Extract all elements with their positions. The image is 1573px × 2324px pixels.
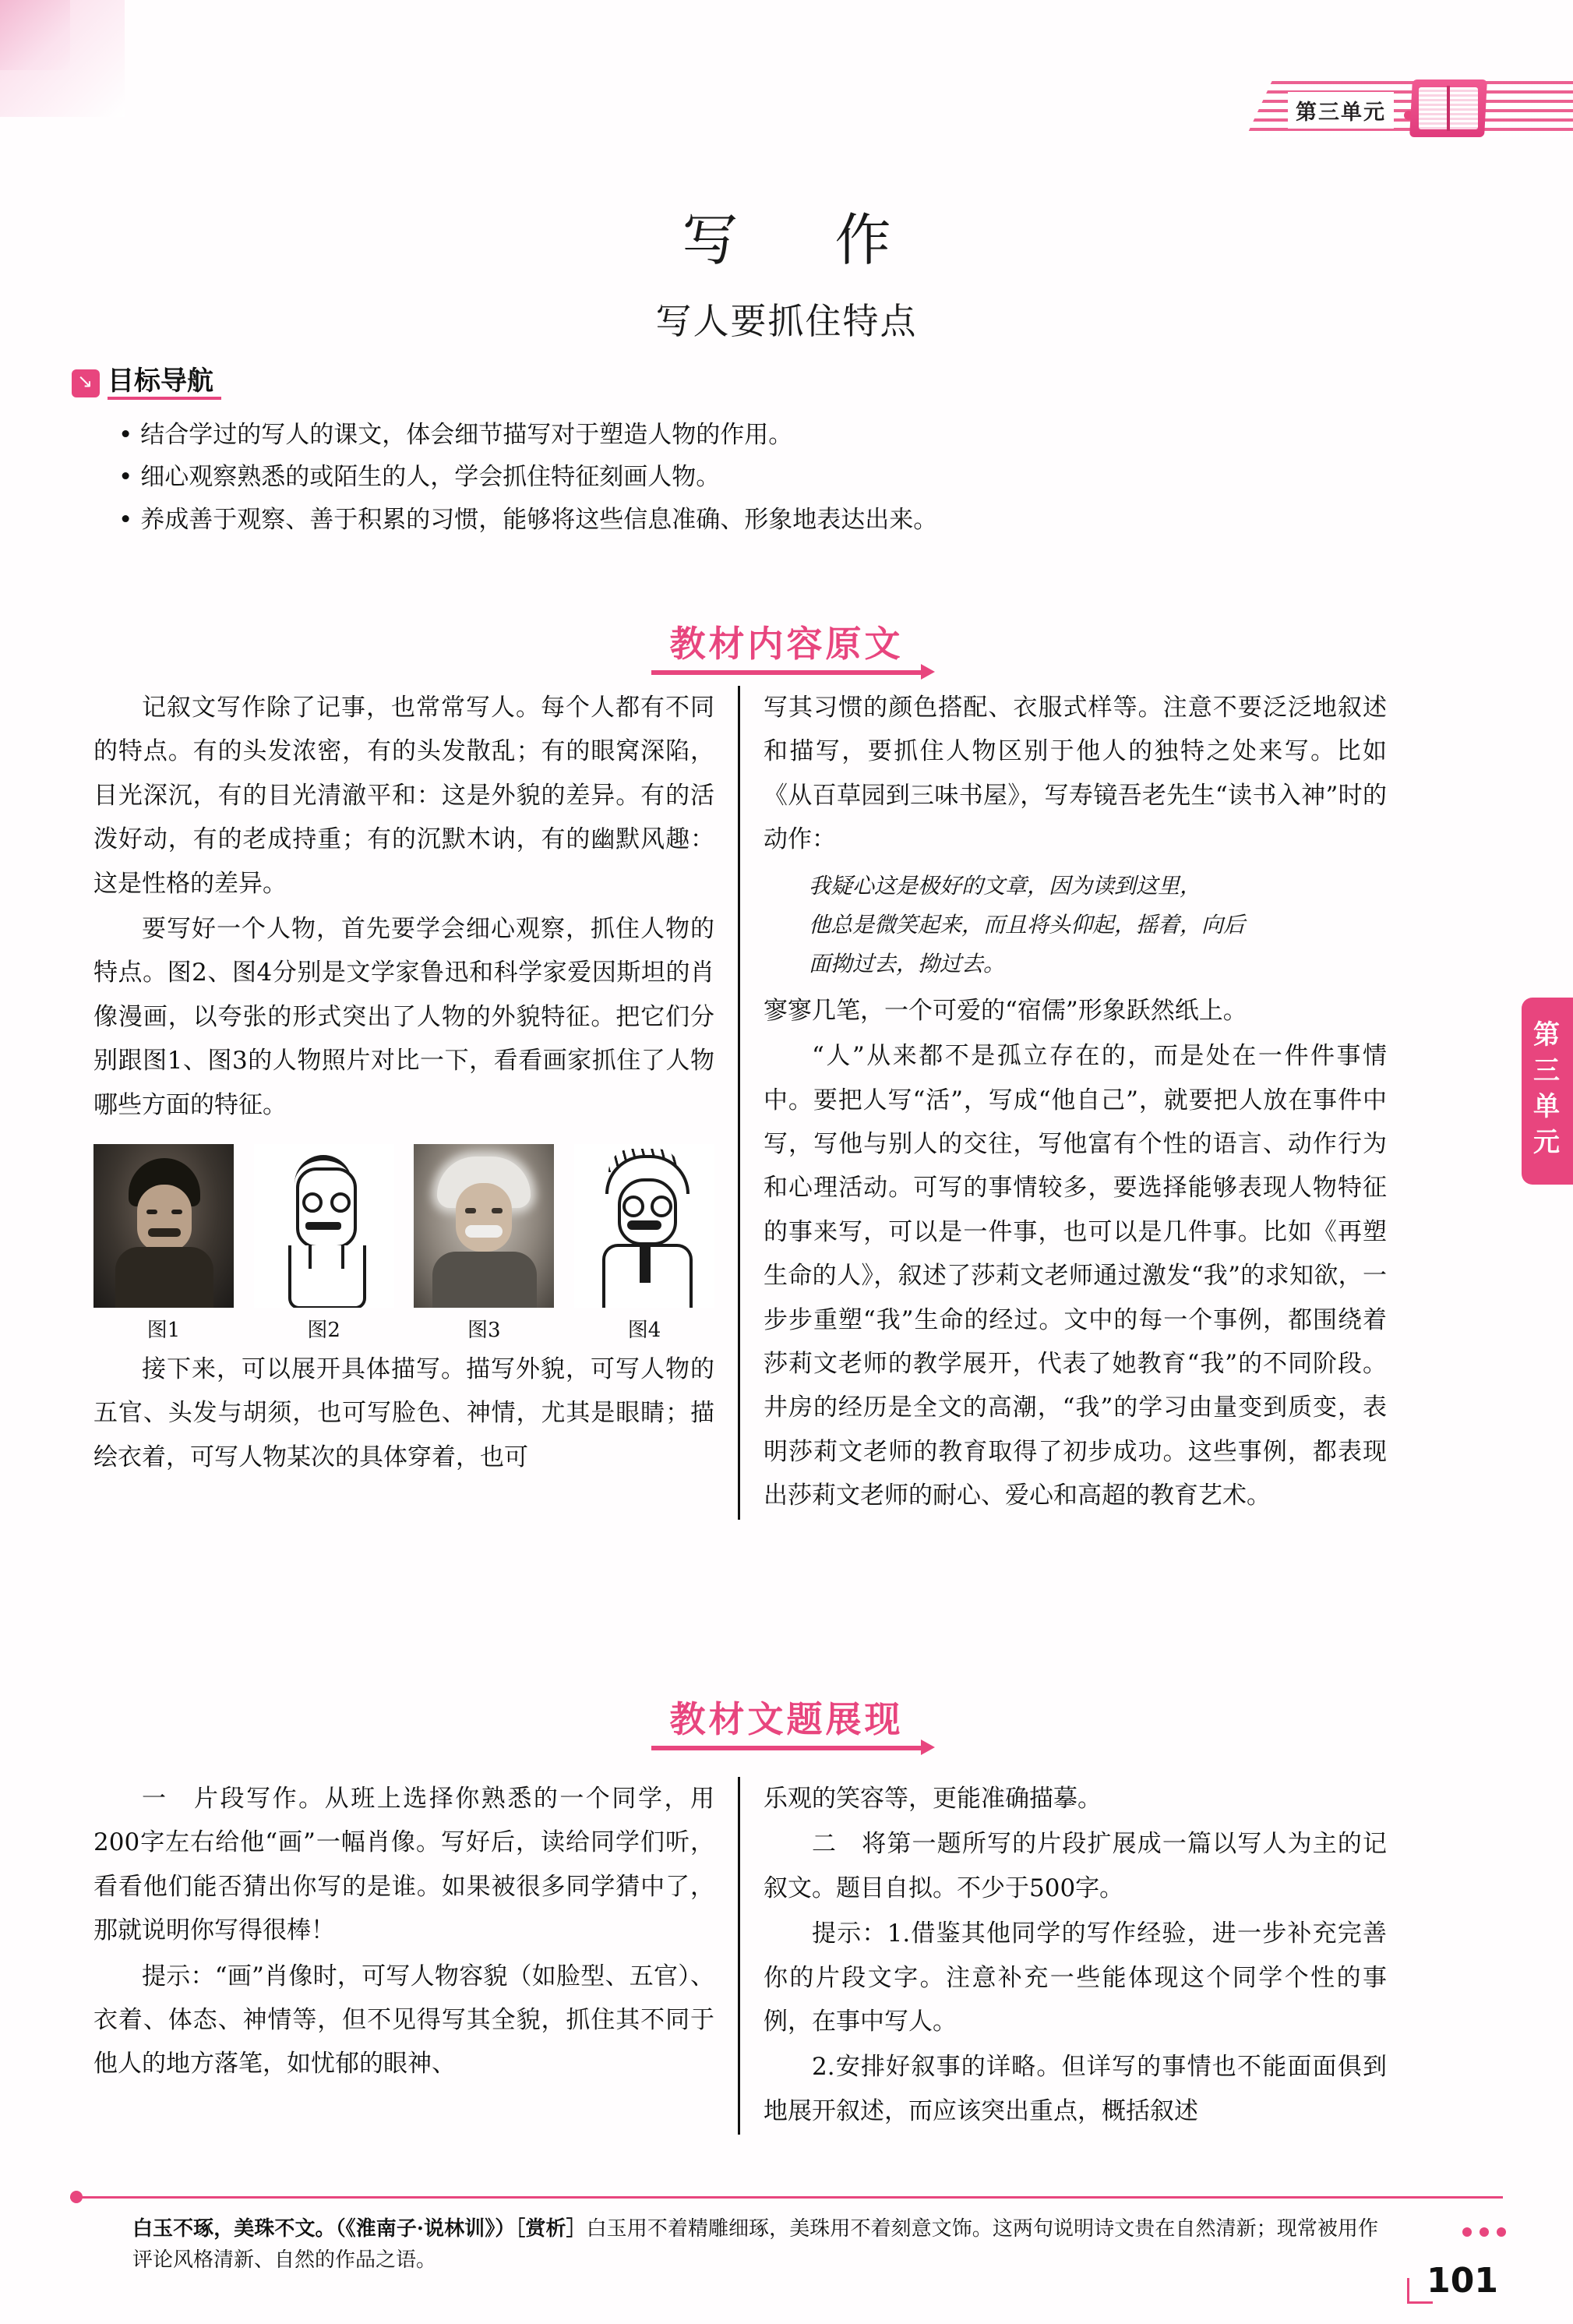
paragraph: 接下来，可以展开具体描写。描写外貌，可写人物的五官、头发与胡须，也可写脸色、神情，尤其是眼睛；描绘衣着，可写人物某次的具体穿着，也可 (93, 1355, 714, 1471)
quote-line: 他总是微笑起来，而且将头仰起，摇着，向后 (809, 912, 1246, 938)
portrait-photo-einstein (414, 1144, 554, 1308)
quote-line: 我疑心这是极好的文章，因为读到这里， (809, 872, 1202, 899)
page-subtitle: 写人要抓住特点 (655, 300, 918, 342)
paragraph: 记叙文写作除了记事，也常常写人。每个人都有不同的特点。有的头发浓密，有的头发散乱；有的眼窝深陷，目光深沉，有的目光清澈平和：这是外貌的差异。有的活泼好动，有的老成持重；有的沉默木讷，有的幽默风趣：这是性格的差异。 (93, 694, 714, 898)
section-banner-topics (0, 1691, 1573, 1750)
header-unit-label: 第三单元 (1288, 92, 1394, 129)
figure-caption: 图2 (307, 1319, 340, 1343)
figure-1 (93, 1144, 234, 1343)
goal-list (118, 414, 1505, 541)
figure-group (93, 1144, 714, 1343)
footer-dots-decoration (1462, 2227, 1506, 2237)
caricature-einstein (574, 1144, 714, 1308)
paragraph: 乐观的笑容等，更能准确描摹。 (764, 1785, 1102, 1813)
list-item: • 细心观察熟悉的或陌生的人，学会抓住特征刻画人物。 (118, 456, 1505, 498)
side-tab-char: 元 (1533, 1126, 1561, 1158)
banner-underline (651, 670, 922, 675)
paragraph: 一 片段写作。从班上选择你熟悉的一个同学，用200字左右给他“画”一幅肖像。写好后，读给同学们听，看看他们能否猜出你写的是谁。如果被很多同学猜中了，那就说明你写得很棒！ (93, 1785, 714, 1945)
footer-quote-block (132, 2213, 1378, 2276)
book-icon (1411, 79, 1486, 137)
footer-quote: 白玉不琢，美珠不文。（《淮南子·说林训》） (132, 2217, 516, 2241)
quote-line: 面拗过去，拗过去。 (809, 951, 1006, 977)
paragraph: 要写好一个人物，首先要学会细心观察，抓住人物的特点。图2、图4分别是文学家鲁迅和科学家爱因斯坦的肖像漫画，以夸张的形式突出了人物的外貌特征。把它们分别跟图1、图3的人物照片对比一下，看看画家抓住了人物哪些方面的特征。 (93, 915, 714, 1119)
figure-4 (574, 1144, 714, 1343)
figure-caption: 图1 (146, 1319, 181, 1343)
figure-caption: 图3 (467, 1319, 501, 1343)
banner-label: 教材文题展现 (669, 1698, 904, 1740)
banner-underline (651, 1746, 922, 1750)
list-item: • 结合学过的写人的课文，体会细节描写对于塑造人物的作用。 (118, 414, 1505, 456)
column-right (740, 1777, 1410, 2135)
quotation-block (764, 867, 1387, 984)
paragraph: 二 将第一题所写的片段扩展成一篇以写人为主的记叙文。题目自拟。不少于500字。 (764, 1830, 1387, 1902)
page-title: 写 作 (682, 207, 912, 273)
title-block (0, 195, 1573, 344)
paragraph: “人”从来都不是孤立存在的，而是处在一件件事情中。要把人写“活”，写成“他自己”，就要把人放在事件中写，写他与别人的交往，写他富有个性的语言、动作行为和心理活动。可写的事情较多，要选择能够表现人物特征的事来写，可以是一件事，也可以是几件事。比如《再塑生命的人》，叙述了莎莉文老师通过激发“我”的求知欲，一步步重塑“我”生命的经过。文中的每一个事例，都围绕着莎莉文老师的教学展开，代表了她教育“我”的不同阶段。井房的经历是全文的高潮，“我”的学习由量变到质变，表明莎莉文老师的教育取得了初步成功。这些事例，都表现出莎莉文老师的耐心、爱心和高超的教育艺术。 (764, 1042, 1387, 1510)
figure-caption: 图4 (627, 1319, 661, 1343)
footer-analysis-label: ［赏析］ (515, 2217, 587, 2241)
column-right (740, 686, 1410, 1520)
paragraph: 2.安排好叙事的详略。但详写的事情也不能面面俱到地展开叙述，而应该突出重点，概括叙述 (764, 2053, 1387, 2125)
figure-2 (254, 1144, 394, 1343)
portrait-photo-luxun (93, 1144, 234, 1308)
column-left (70, 1777, 740, 2135)
paragraph: 提示：“画”肖像时，可写人物容貌（如脸型、五官）、衣着、体态、神情等，但不见得写其全貌，抓住其不同于他人的地方落笔，如忧郁的眼神、 (93, 1962, 714, 2079)
page-number: 101 (1427, 2261, 1498, 2301)
paragraph: 提示：1.借鉴其他同学的写作经验，进一步补充完善你的片段文字。注意补充一些能体现这个同学个性的事例，在事中写人。 (764, 1920, 1387, 2036)
side-tab-char: 第 (1533, 1019, 1561, 1051)
list-item: • 养成善于观察、善于积累的习惯，能够将这些信息准确、形象地表达出来。 (118, 499, 1505, 541)
footer-analysis-text: 白玉用不着精雕细琢，美珠用不着刻意文饰。这两句说明诗文贵在自然清新；现常被用作评论风格清新、自然的作品之语。 (132, 2217, 1378, 2273)
paragraph: 寥寥几笔，一个可爱的“宿儒”形象跃然纸上。 (764, 996, 1247, 1025)
side-tab-char: 三 (1533, 1054, 1561, 1086)
side-unit-tab (1522, 998, 1573, 1185)
caricature-luxun (254, 1144, 394, 1308)
page-footer (0, 2176, 1573, 2324)
corner-decoration-inner (0, 0, 70, 70)
paragraph: 写其习惯的颜色搭配、衣服式样等。注意不要泛泛地叙述和描写，要抓住人物区别于他人的独特之处来写。比如《从百草园到三味书屋》，写寿镜吾老先生“读书入神”时的动作： (764, 694, 1387, 854)
section-original-text-columns (70, 686, 1504, 1520)
column-left (70, 686, 740, 1520)
section-banner-original-text (0, 616, 1573, 675)
page-header (1183, 75, 1573, 145)
banner-label: 教材内容原文 (669, 623, 904, 665)
footer-divider (70, 2196, 1503, 2199)
side-tab-char: 单 (1533, 1090, 1561, 1122)
figure-3 (414, 1144, 554, 1343)
section-topics-columns (70, 1777, 1504, 2135)
goal-heading-row (72, 366, 1505, 400)
goal-navigation-section (72, 366, 1505, 541)
arrow-down-right-icon (72, 369, 100, 397)
goal-heading: 目标导航 (108, 366, 221, 400)
